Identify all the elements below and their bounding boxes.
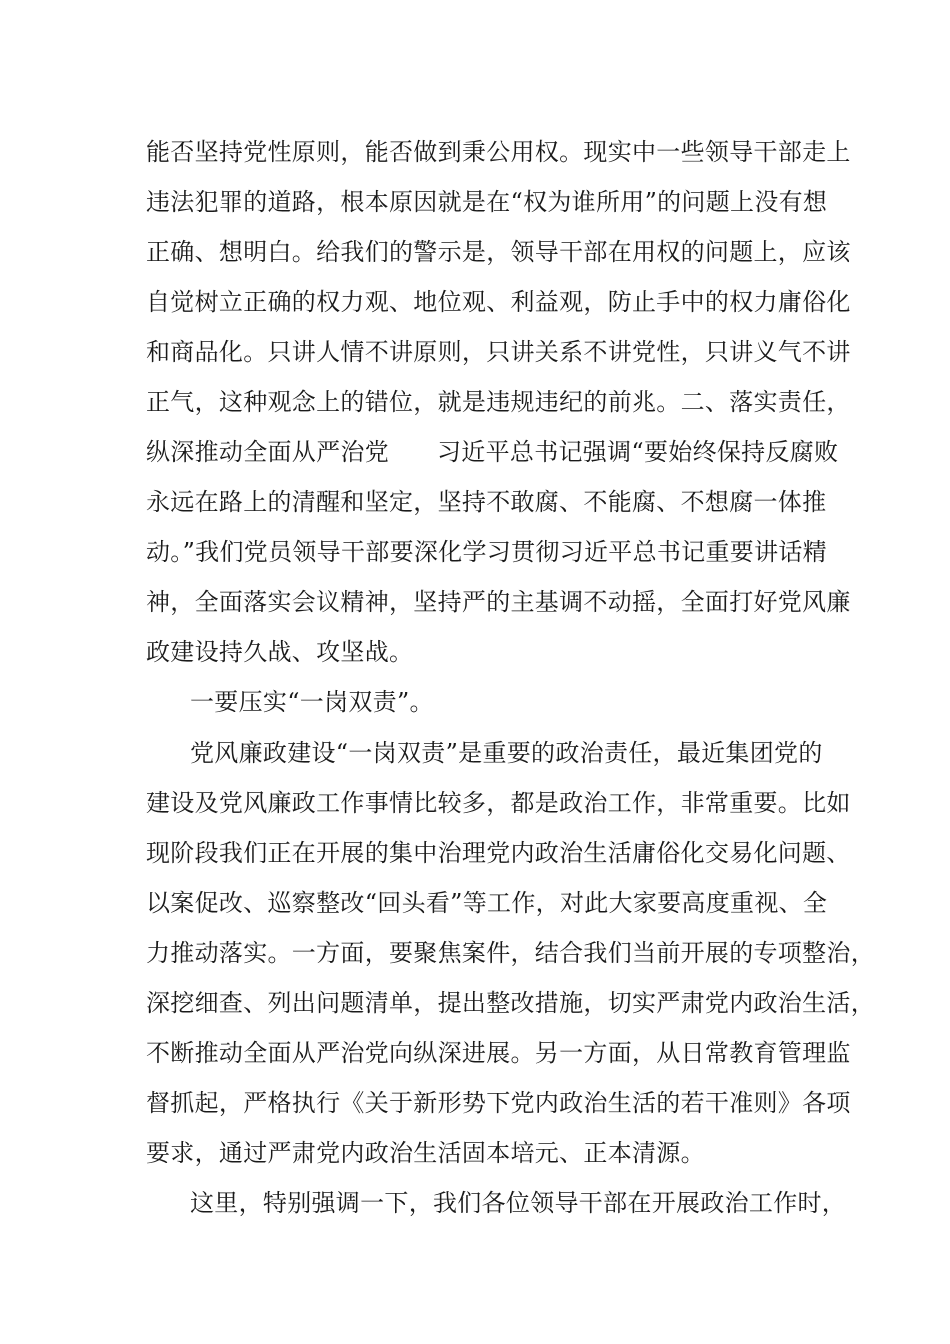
text-line: 政建设持久战、攻坚战。 <box>146 638 414 666</box>
text-segment: 习近平总书记强调“要始终保持反腐败 <box>437 438 839 466</box>
text-line: 正气，这种观念上的错位，就是违规违纪的前兆。二、落实责任， <box>146 388 851 416</box>
text-line-heading-row <box>146 432 839 472</box>
text-line: 以案促改、巡察整改“回头看”等工作，对此大家要高度重视、全 <box>146 889 828 917</box>
text-line: 和商品化。只讲人情不讲原则，只讲关系不讲党性，只讲义气不讲 <box>146 338 851 366</box>
text-line: 党风廉政建设“一岗双责”是重要的政治责任，最近集团党的 <box>190 739 823 767</box>
text-line: 建设及党风廉政工作事情比较多，都是政治工作，非常重要。比如 <box>146 789 851 817</box>
subheading: 一要压实“一岗双责”。 <box>190 688 434 716</box>
text-line: 违法犯罪的道路，根本原因就是在“权为谁所用”的问题上没有想 <box>146 188 828 216</box>
text-line: 深挖细查、列出问题清单，提出整改措施，切实严肃党内政治生活， <box>146 989 875 1017</box>
text-line: 自觉树立正确的权力观、地位观、利益观，防止手中的权力庸俗化 <box>146 288 851 316</box>
section-heading: 纵深推动全面从严治党 <box>146 438 389 466</box>
text-line: 现阶段我们正在开展的集中治理党内政治生活庸俗化交易化问题、 <box>146 839 851 867</box>
text-line: 永远在路上的清醒和坚定，坚持不敢腐、不能腐、不想腐一体推 <box>146 488 827 516</box>
text-line: 正确、想明白。给我们的警示是，领导干部在用权的问题上，应该 <box>146 238 851 266</box>
text-line: 这里，特别强调一下，我们各位领导干部在开展政治工作时， <box>190 1189 847 1217</box>
text-line: 神，全面落实会议精神，坚持严的主基调不动摇，全面打好党风廉 <box>146 588 851 616</box>
text-line: 要求，通过严肃党内政治生活固本培元、正本清源。 <box>146 1139 705 1167</box>
text-line: 督抓起，严格执行《关于新形势下党内政治生活的若干准则》各项 <box>146 1089 851 1117</box>
text-line: 能否坚持党性原则，能否做到秉公用权。现实中一些领导干部走上 <box>146 138 851 166</box>
text-line: 动。”我们党员领导干部要深化学习贯彻习近平总书记重要讲话精 <box>146 538 827 566</box>
text-line: 力推动落实。一方面，要聚焦案件，结合我们当前开展的专项整治， <box>146 939 875 967</box>
text-line: 不断推动全面从严治党向纵深进展。另一方面，从日常教育管理监 <box>146 1039 851 1067</box>
